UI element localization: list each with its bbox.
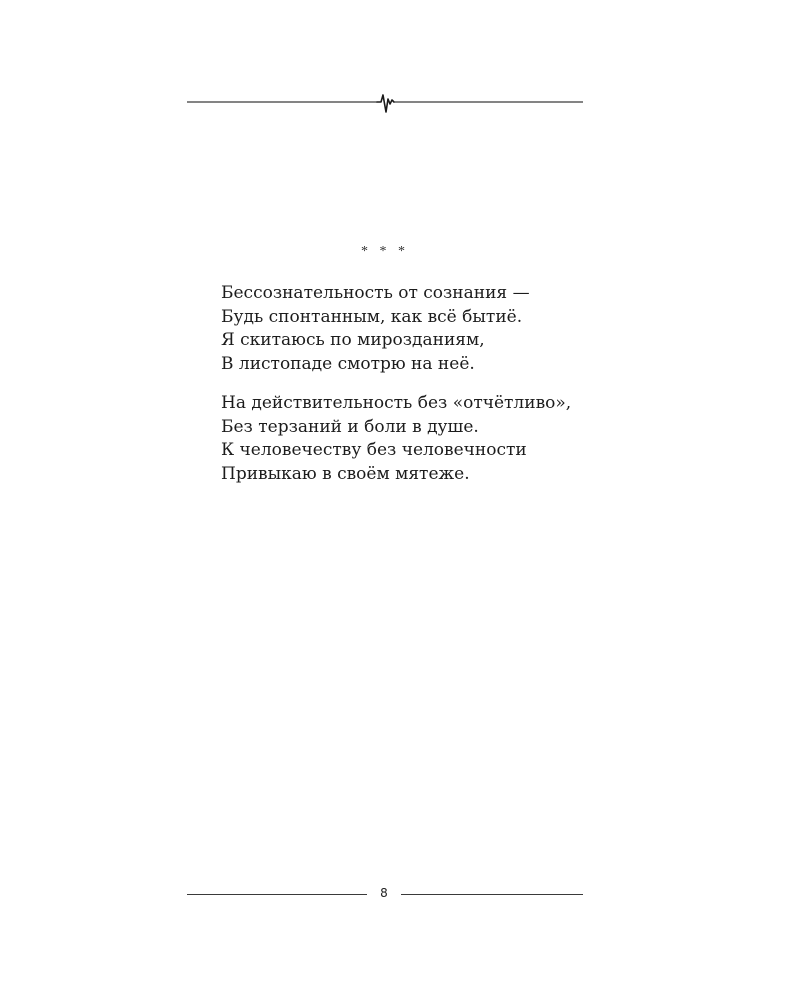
poem-line: Привыкаю в своём мятеже. [221, 463, 470, 484]
page-number: 8 [380, 886, 388, 900]
header-ornament [187, 90, 583, 116]
section-separator: * * * [361, 244, 409, 259]
poem [221, 282, 601, 502]
heartbeat-line-icon [187, 90, 583, 116]
poem-line: На действительность без «отчётливо», [221, 393, 572, 413]
poem-line: В листопаде смотрю на неё. [221, 353, 475, 374]
stanza-1 [221, 282, 601, 376]
poem-line: Я скитаюсь по мирозданиям, [221, 330, 485, 350]
footer-rule-right [401, 894, 583, 895]
poem-line: Бессознательность от сознания — [221, 283, 530, 303]
poem-line: Будь спонтанным, как всё бытиё. [221, 306, 523, 327]
stanza-2 [221, 392, 601, 486]
poem-line: Без терзаний и боли в душе. [221, 416, 479, 437]
poem-line: К человечеству без человечности [221, 440, 527, 460]
footer-rule-left [187, 894, 367, 895]
